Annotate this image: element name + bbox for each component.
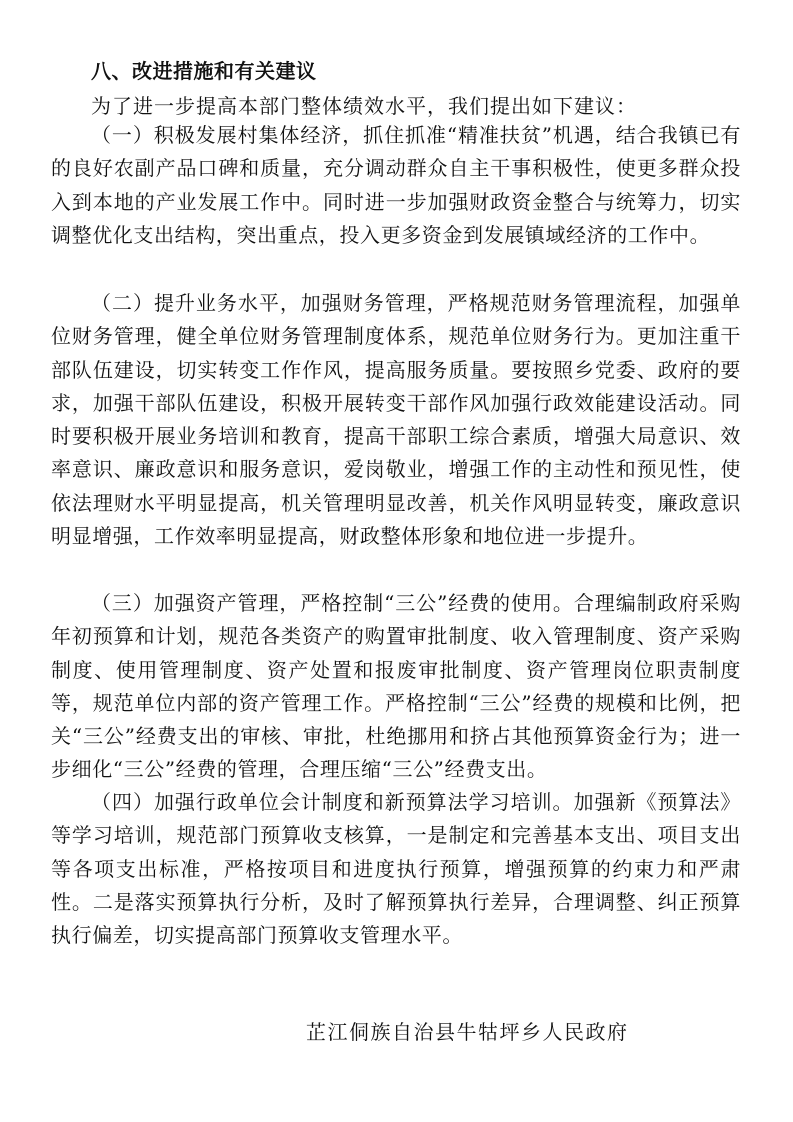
paragraph-4: （四）加强行政单位会计制度和新预算法学习培训。加强新《预算法》等学习培训，规范部门预算收支核算，一是制定和完善基本支出、项目支出等各项支出标准，严格按项目和进度执行预算，增强预算的约束力和严肃性。二是落实预算执行分析，及时了解预算执行差异，合理调整、纠正预算执行偏差，切实提高部门预算收支管理水平。: [51, 790, 741, 948]
paragraph-2: （二）提升业务水平，加强财务管理，严格规范财务管理流程，加强单位财务管理，健全单位财务管理制度体系，规范单位财务行为。更加注重干部队伍建设，切实转变工作作风，提高服务质量。要按照乡党委、政府的要求，加强干部队伍建设，积极开展转变干部作风加强行政效能建设活动。同时要积极开展业务培训和教育，提高干部职工综合素质，增强大局意识、效率意识、廉政意识和服务意识，爱岗敬业，增强工作的主动性和预见性，使依法理财水平明显提高，机关管理明显改善，机关作风明显转变，廉政意识明显增强，工作效率明显提高，财政整体形象和地位进一步提升。: [51, 291, 741, 549]
paragraph-1: （一）积极发展村集体经济，抓住抓准“精准扶贫”机遇，结合我镇已有的良好农副产品口碑和质量，充分调动群众自主干事积极性，使更多群众投入到本地的产业发展工作中。同时进一步加强财政资金整合与统筹力，切实调整优化支出结构，突出重点，投入更多资金到发展镇域经济的工作中。: [51, 123, 741, 247]
paragraph-3: （三）加强资产管理，严格控制“三公”经费的使用。合理编制政府采购年初预算和计划，规范各类资产的购置审批制度、收入管理制度、资产采购制度、使用管理制度、资产处置和报废审批制度、资产管理岗位职责制度等，规范单位内部的资产管理工作。严格控制“三公”经费的规模和比例，把关“三公”经费支出的审核、审批，杜绝挪用和挤占其他预算资金行为；进一步细化“三公”经费的管理，合理压缩“三公”经费支出。: [51, 591, 741, 782]
section-heading: 八、改进措施和有关建议: [91, 59, 317, 83]
signature-organization: 芷江侗族自治县牛牯坪乡人民政府: [306, 1020, 629, 1044]
intro-sentence: 为了进一步提高本部门整体绩效水平，我们提出如下建议：: [91, 94, 637, 118]
